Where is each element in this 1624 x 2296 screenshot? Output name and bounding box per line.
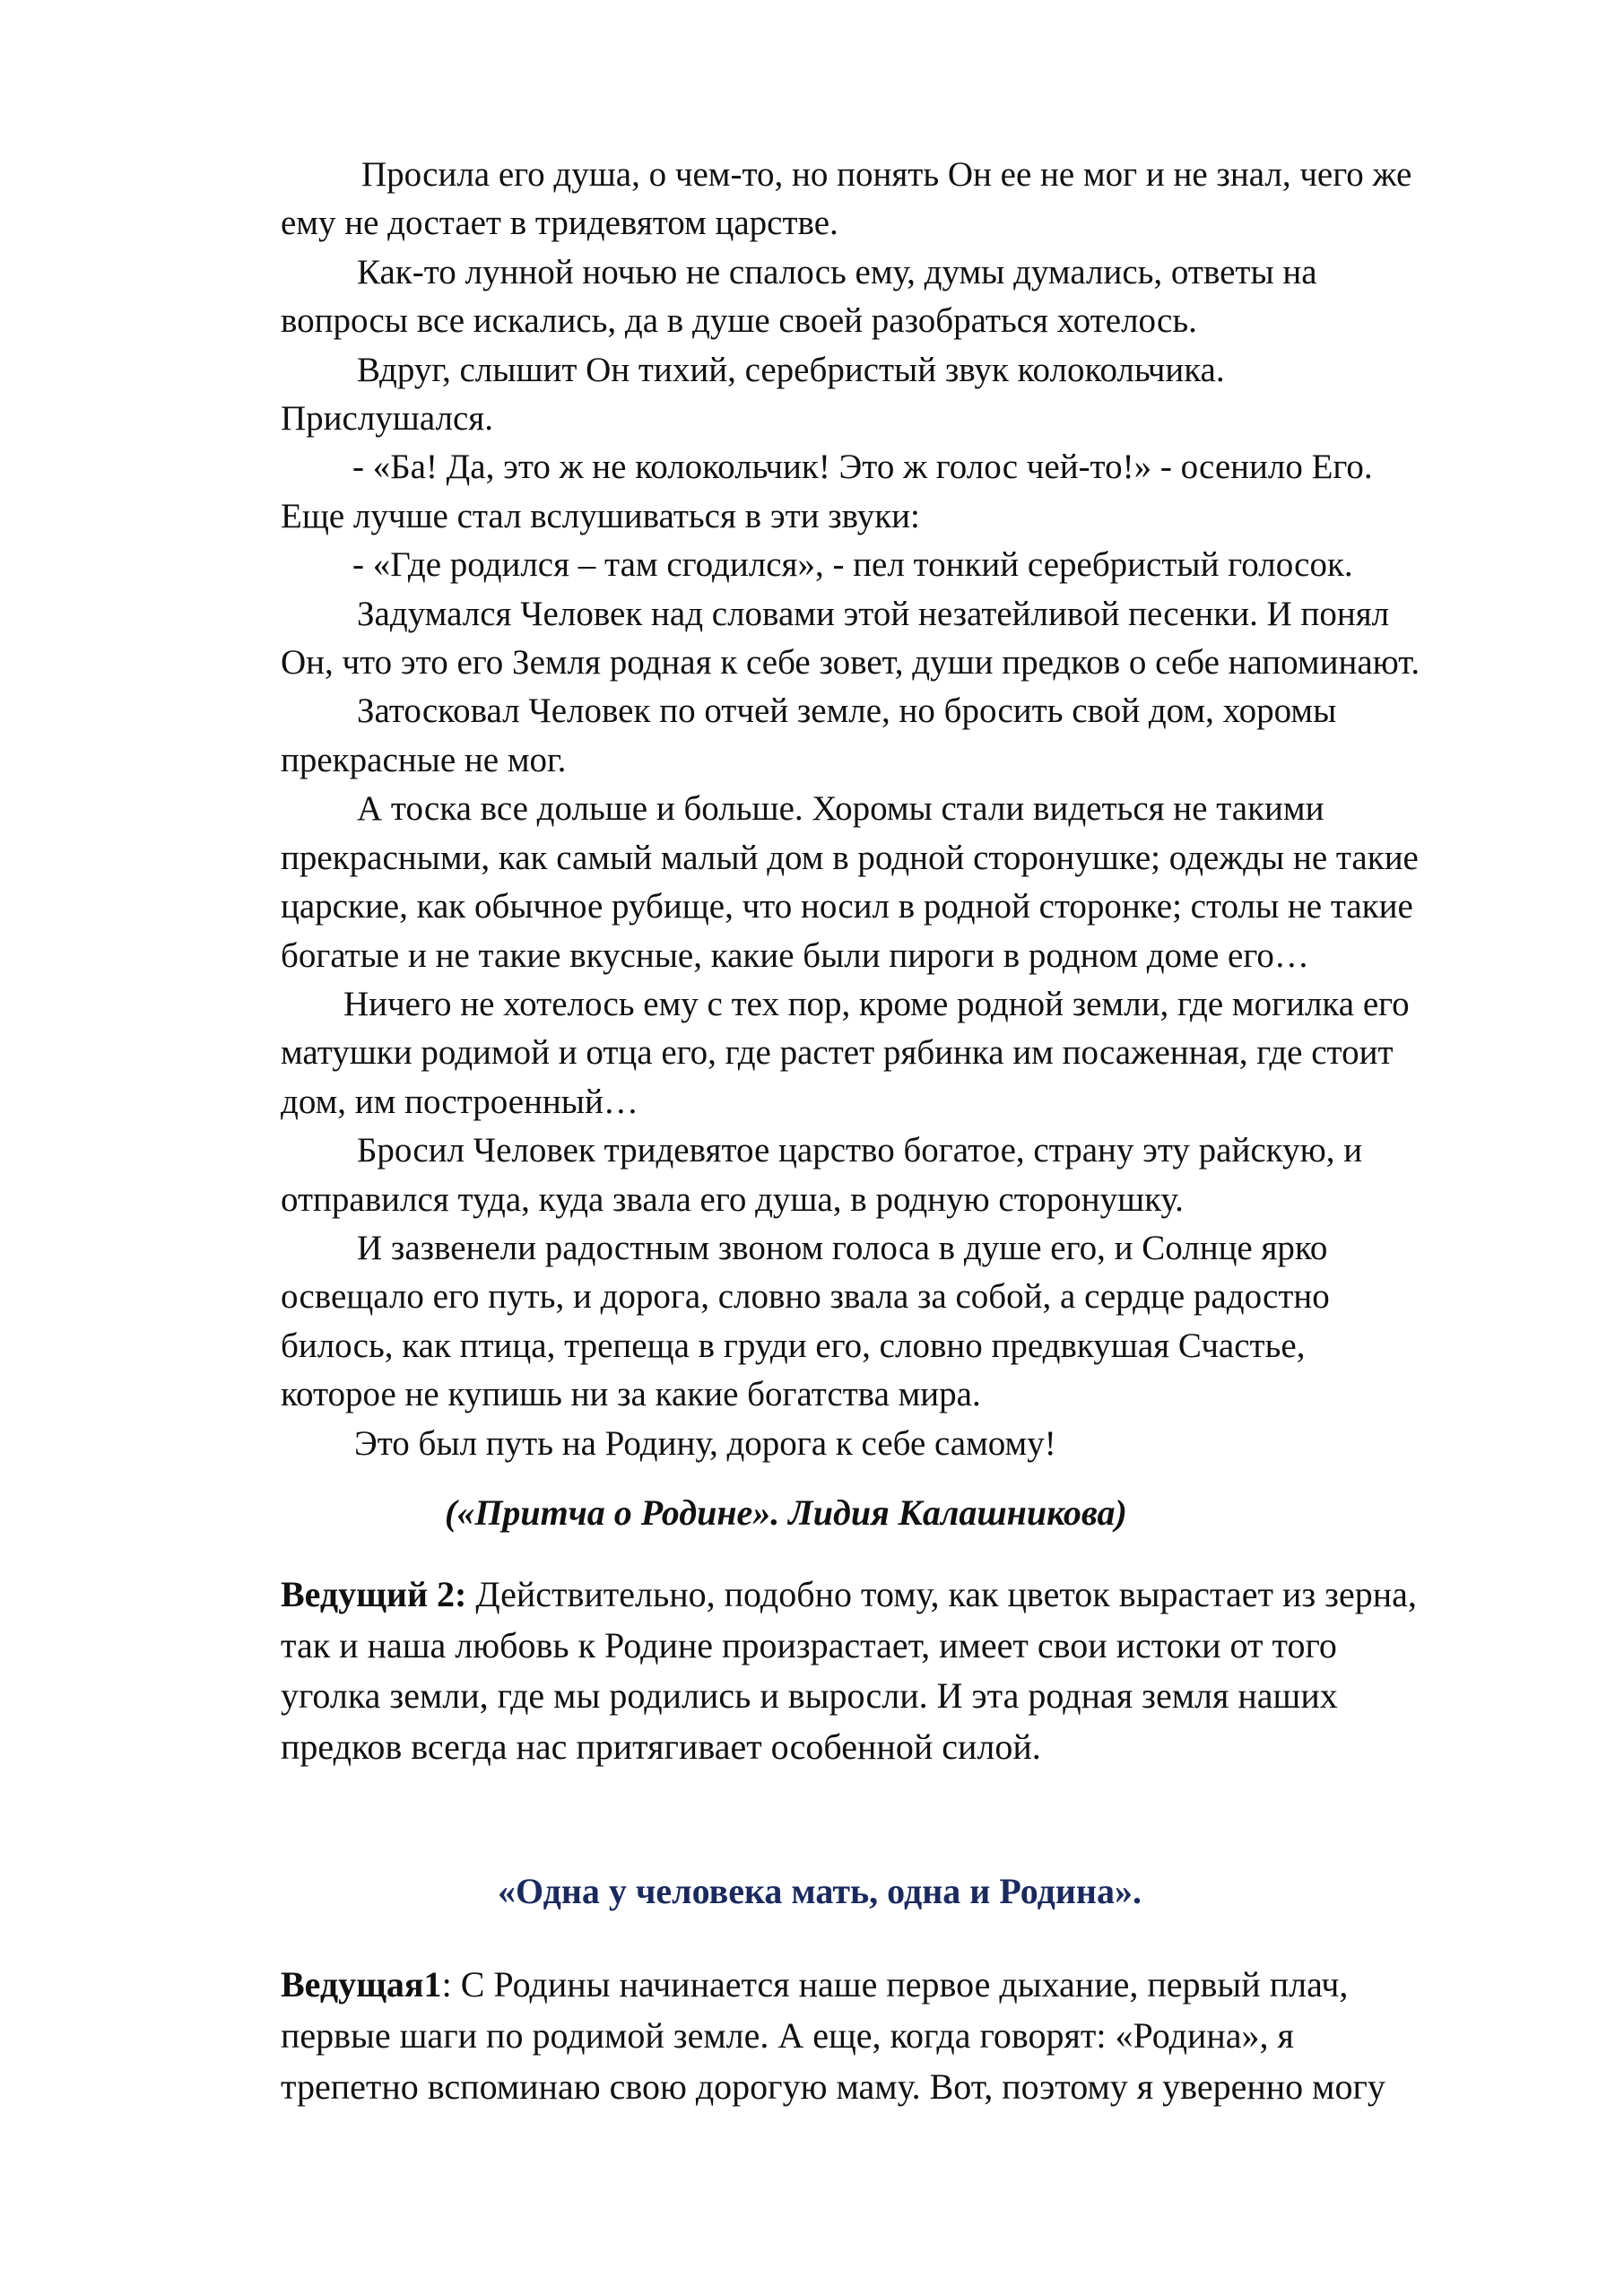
speaker-colon: : [441,1964,452,2005]
paragraph-line: отправился туда, куда звала его душа, в родную сторонушку. [281,1179,1184,1219]
paragraph-line: Вдруг, слышит Он тихий, серебристый звук колокольчика. [357,350,1225,389]
paragraph-line: трепетно вспоминаю свою дорогую маму. Вот, поэтому я уверенно могу [281,2066,1385,2107]
paragraph-line: Он, что это его Земля родная к себе зовет, души предков о себе напоминают. [281,643,1420,683]
paragraph-line: дом, им построенный… [281,1082,638,1121]
paragraph-line: прекрасными, как самый малый дом в родной сторонушке; одежды не такие [281,838,1419,877]
paragraph-line: Это был путь на Родину, дорога к себе самому! [354,1423,1056,1463]
paragraph-line: вопросы все искались, да в душе своей разобраться хотелось. [281,301,1197,341]
paragraph-line: - «Ба! Да, это ж не колокольчик! Это ж голос чей-то!» - осенило Его. [352,448,1373,487]
paragraph-line: Просила его душа, о чем-то, но понять Он ее не мог и не знал, чего же [361,155,1412,194]
paragraph-line: - «Где родился – там сгодился», - пел тонкий серебристый голосок. [352,545,1353,585]
paragraph-line: так и наша любовь к Родине произрастает, имеет свои истоки от того [281,1624,1337,1665]
paragraph-text: С Родины начинается наше первое дыхание, первый плач, [451,1964,1349,2005]
paragraph-line: Ничего не хотелось ему с тех пор, кроме родной земли, где могилка его [343,984,1410,1023]
paragraph-line: прекрасные не мог. [281,740,567,779]
paragraph-text: Действительно, подобно тому, как цветок вырастает из зерна, [466,1574,1417,1614]
paragraph-line: Бросил Человек тридевятое царство богатое, страну эту райскую, и [357,1131,1363,1170]
paragraph-line: которое не купишь ни за какие богатства мира. [281,1375,981,1414]
paragraph-line: Задумался Человек над словами этой незатейливой песенки. И понял [357,594,1390,633]
paragraph-line: Как-то лунной ночью не спалось ему, думы думались, ответы на [357,252,1317,291]
paragraph-line: предков всегда нас притягивает особенной силой. [281,1726,1041,1767]
paragraph-line: И зазвенели радостным звоном голоса в душе его, и Солнце ярко [357,1228,1328,1267]
parable-text [281,151,1518,1468]
paragraph-line: ему не достает в тридевятом царстве. [281,204,838,243]
host2-paragraph [281,1570,1518,1772]
paragraph-line: Еще лучше стал вслушиваться в эти звуки: [281,496,920,535]
paragraph-line [281,1570,1518,1621]
paragraph-line: уголка земли, где мы родились и выросли. И эта родная земля наших [281,1675,1338,1716]
paragraph-line: Прислушался. [281,399,493,439]
speaker-label: Ведущая1 [281,1964,442,2005]
speaker-label: Ведущий 2: [281,1574,467,1614]
parable-caption: («Притча о Родине». Лидия Калашникова) [445,1492,1127,1533]
paragraph-line: освещало его путь, и дорога, словно звала за собой, а сердце радостно [281,1277,1330,1317]
section-heading: «Одна у человека мать, одна и Родина». [498,1871,1142,1911]
paragraph-line: царские, как обычное рубище, что носил в родной сторонке; столы не такие [281,887,1413,926]
paragraph-line: богатые и не такие вкусные, какие были пироги в родном доме его… [281,935,1309,975]
paragraph-line: Затосковал Человек по отчей земле, но бросить свой дом, хоромы [357,691,1337,731]
paragraph-line: А тоска все дольше и больше. Хоромы стали видеться не такими [357,789,1324,829]
host1-paragraph [281,1959,1518,2112]
paragraph-line [281,1959,1518,2010]
paragraph-line: матушки родимой и отца его, где растет рябинка им посаженная, где стоит [281,1033,1394,1073]
paragraph-line: первые шаги по родимой земле. А еще, когда говорят: «Родина», я [281,2015,1294,2056]
paragraph-line: билось, как птица, трепеща в груди его, словно предвкушая Счастье, [281,1326,1306,1365]
